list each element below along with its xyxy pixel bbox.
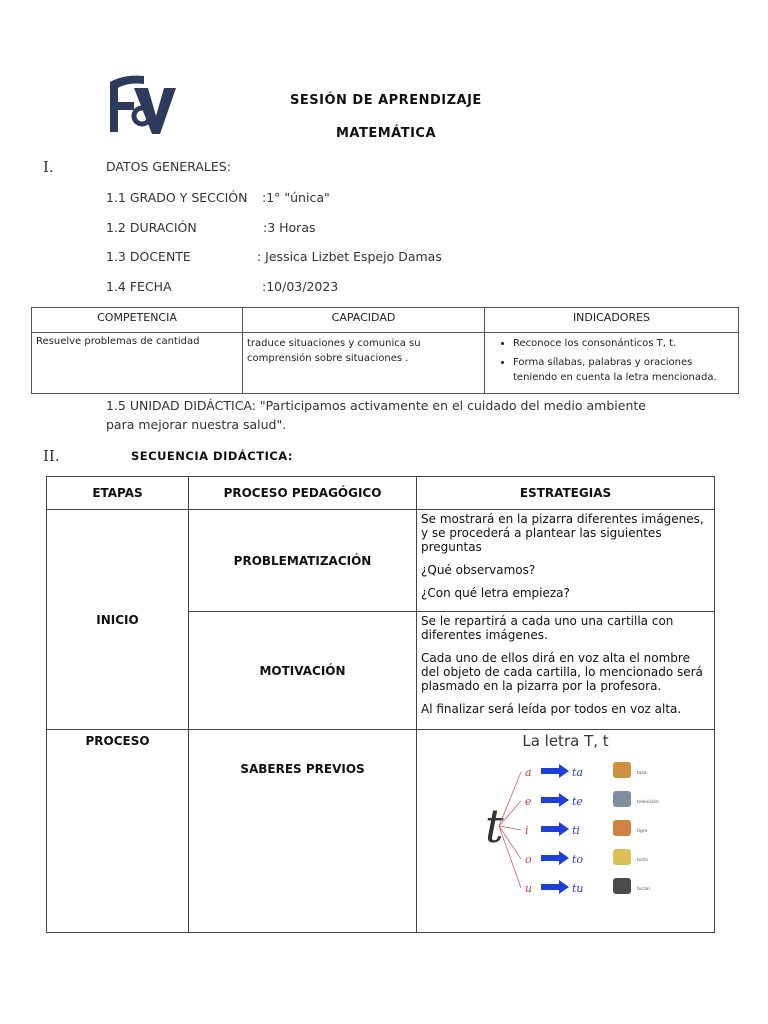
sequence-table [46, 476, 715, 933]
vowel-label: u [525, 882, 533, 895]
capacidad-cell: traduce situaciones y comunica su comprensión sobre situaciones . [243, 333, 485, 394]
unidad-didactica: 1.5 UNIDAD DIDÁCTICA: "Participamos activamente en el cuidado del medio ambiente para mejorar nuestra salud". [106, 398, 646, 432]
indicadores-cell [485, 333, 739, 394]
docente-value: : Jessica Lizbet Espejo Damas [257, 249, 442, 264]
arrow-head [559, 851, 569, 865]
indicador-item: • Forma sílabas, palabras y oraciones teniendo en cuenta la letra mencionada. [513, 355, 734, 385]
session-title: SESIÓN DE APRENDIZAJE [290, 93, 482, 108]
syllable-label: tu [572, 882, 584, 895]
word-label: televisión [637, 800, 659, 805]
proceso-saberes-previos: SABERES PREVIOS [189, 730, 417, 933]
letter-card-cell [417, 730, 715, 933]
etapa-proceso: PROCESO [47, 730, 189, 933]
header-capacidad: CAPACIDAD [243, 308, 485, 333]
arrow-shaft [541, 826, 559, 832]
vowel-label: o [525, 853, 532, 866]
strategy-question: ¿Qué observamos? [421, 563, 536, 577]
syllable-label: to [572, 853, 584, 866]
section-2-heading: SECUENCIA DIDÁCTICA: [131, 449, 294, 463]
strategy-text: Se le repartirá a cada uno una cartilla con diferentes imágenes. [421, 614, 674, 642]
word-label: torta [637, 858, 648, 863]
section-2-numeral: II. [43, 447, 60, 465]
connector-line [499, 826, 521, 888]
word-label: tigre [637, 829, 648, 834]
letter-card-title: La letra T, t [522, 732, 609, 750]
syllable-label: ta [572, 766, 583, 779]
docente-label: 1.3 DOCENTE [106, 249, 191, 264]
picture-torta [613, 849, 631, 865]
duracion-label: 1.2 DURACIÓN [106, 220, 197, 235]
section-1-heading: DATOS GENERALES: [106, 159, 231, 174]
big-letter-t: t [485, 799, 504, 853]
picture-televisión [613, 791, 631, 807]
section-1-numeral: I. [43, 158, 54, 176]
fecha-value: :10/03/2023 [262, 279, 339, 294]
grado-value: :1° "única" [262, 190, 330, 205]
strategy-text: Cada uno de ellos dirá en voz alta el nombre del objeto de cada cartilla, lo mencionado será plasmado en la pizarra por la profesora. [421, 651, 703, 693]
picture-tucán [613, 878, 631, 894]
header-competencia: COMPETENCIA [32, 308, 243, 333]
strategy-text: Al finalizar será leída por todos en voz alta. [421, 702, 682, 716]
word-label: tucán [637, 887, 650, 892]
picture-taza [613, 762, 631, 778]
vowel-label: e [525, 795, 532, 808]
duracion-value: :3 Horas [263, 220, 316, 235]
proceso-motivacion: MOTIVACIÓN [189, 612, 417, 730]
vowel-label: a [525, 766, 532, 779]
strategy-question: ¿Con qué letra empieza? [421, 586, 570, 600]
header-indicadores: INDICADORES [485, 308, 739, 333]
arrow-head [559, 822, 569, 836]
syllable-label: ti [572, 824, 580, 837]
motivacion-strategies [417, 612, 715, 730]
indicador-item: • Reconoce los consonánticos T, t. [513, 336, 734, 351]
grado-label: 1.1 GRADO Y SECCIÓN [106, 190, 248, 205]
competency-table [31, 307, 739, 394]
arrow-head [559, 764, 569, 778]
strategy-text: Se mostrará en la pizarra diferentes imágenes, y se procederá a plantear las siguientes preguntas [421, 512, 704, 554]
proceso-problematizacion: PROBLEMATIZACIÓN [189, 510, 417, 612]
arrow-head [559, 793, 569, 807]
fecha-label: 1.4 FECHA [106, 279, 172, 294]
header-estrategias: ESTRATEGIAS [417, 477, 715, 510]
arrow-shaft [541, 768, 559, 774]
school-logo [104, 72, 180, 144]
arrow-shaft [541, 884, 559, 890]
vowel-label: i [525, 824, 529, 837]
letter-t-diagram [417, 750, 713, 918]
etapa-inicio: INICIO [47, 510, 189, 730]
problematizacion-strategies [417, 510, 715, 612]
syllable-label: te [572, 795, 583, 808]
word-label: taza [637, 771, 647, 776]
header-etapas: ETAPAS [47, 477, 189, 510]
arrow-head [559, 880, 569, 894]
header-proceso-pedagogico: PROCESO PEDAGÓGICO [189, 477, 417, 510]
arrow-shaft [541, 855, 559, 861]
subject-title: MATEMÁTICA [336, 126, 437, 141]
picture-tigre [613, 820, 631, 836]
competencia-cell: Resuelve problemas de cantidad [32, 333, 243, 394]
arrow-shaft [541, 797, 559, 803]
